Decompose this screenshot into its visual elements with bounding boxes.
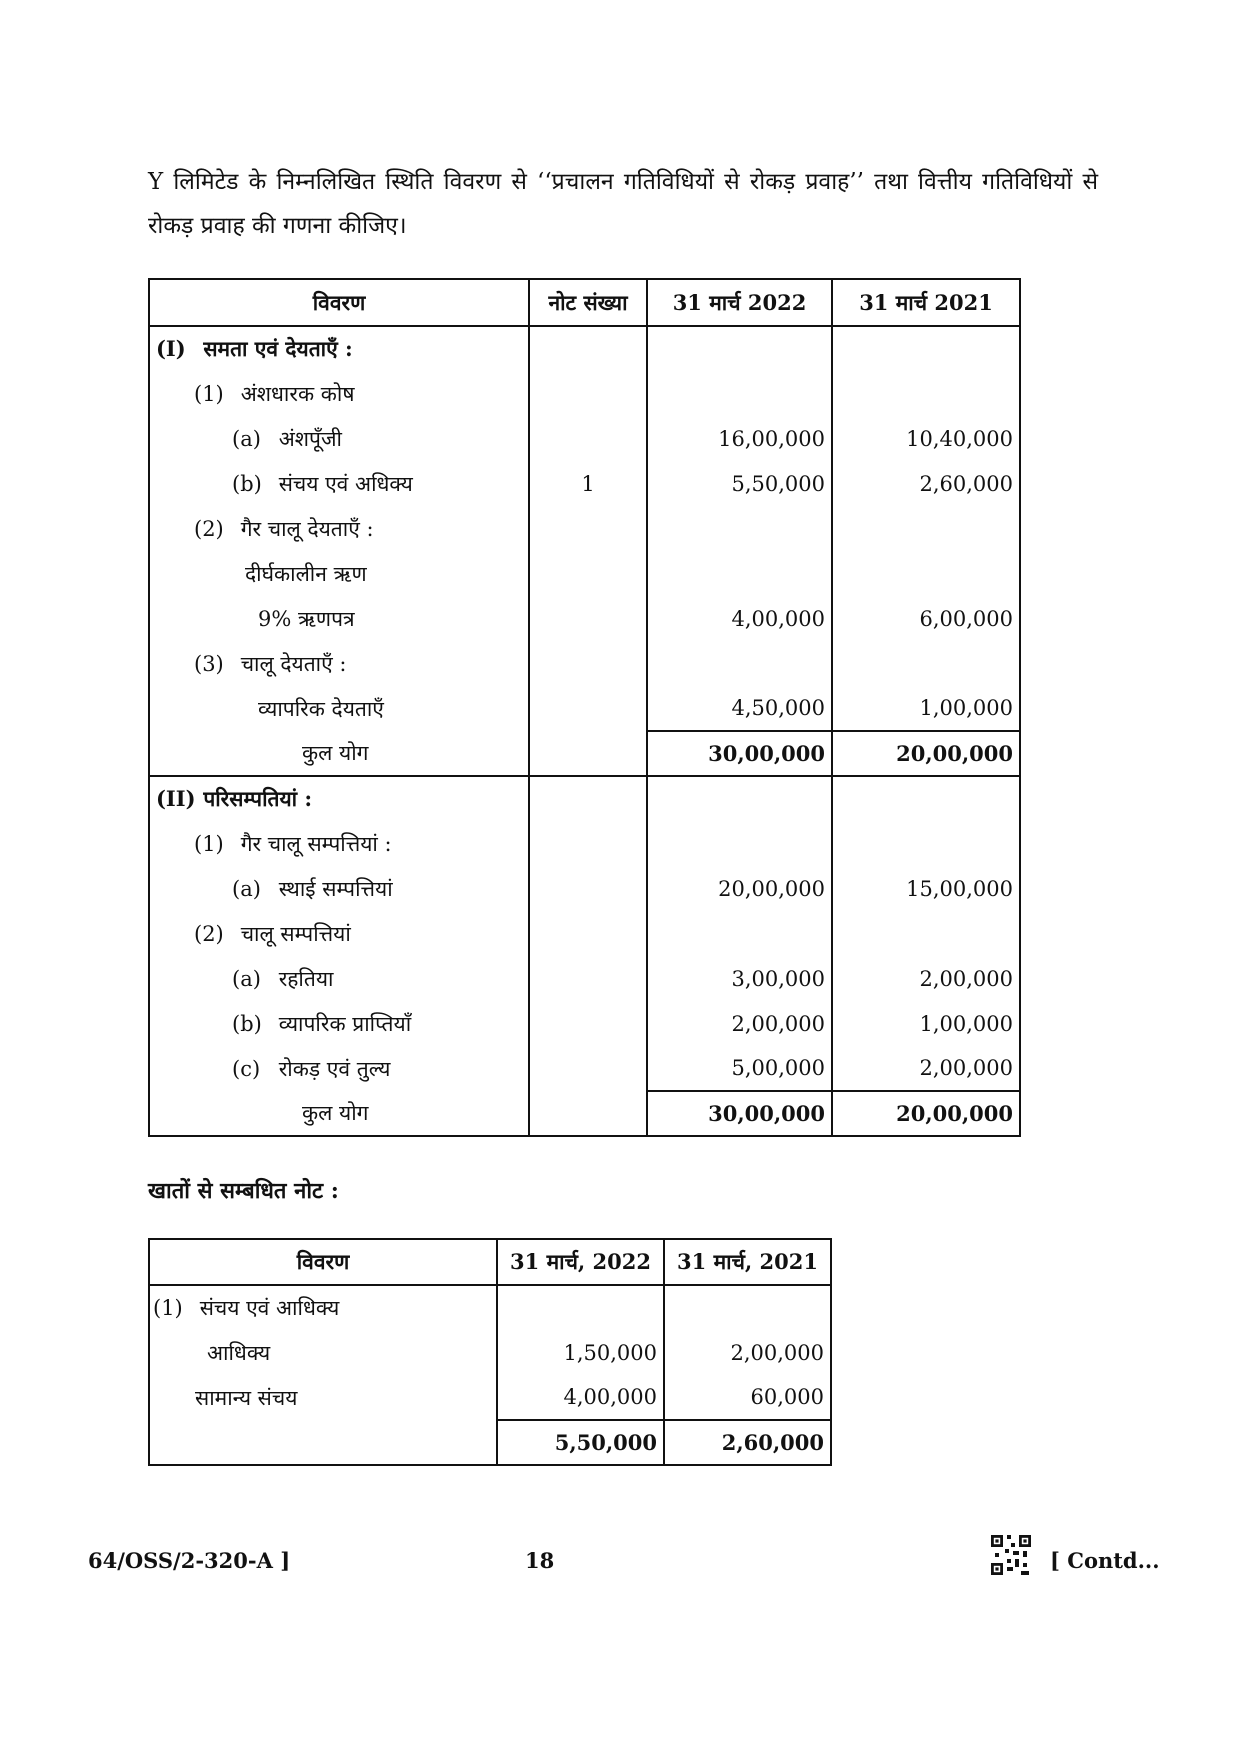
value-2022: 16,00,000 [647, 416, 832, 461]
row-label: (c) [232, 1056, 261, 1081]
table-header-row [149, 1239, 831, 1285]
table-row [149, 1330, 831, 1375]
row-text: संचय एवं आधिक्य [199, 1296, 340, 1320]
row-text: परिसम्पतियां : [203, 786, 313, 811]
table-row [149, 371, 1020, 416]
value-2022: 1,50,000 [497, 1330, 664, 1375]
row-text: चालू देयताएँ : [240, 651, 347, 676]
row-label: (a) [232, 876, 261, 901]
row-text: व्यापरिक प्राप्तियाँ [278, 1011, 412, 1036]
header-note-no: नोट संख्या [529, 279, 647, 326]
value-2021: 2,00,000 [664, 1330, 831, 1375]
table-row [149, 866, 1020, 911]
row-label: (I) [156, 336, 186, 361]
note-number: 1 [529, 461, 647, 506]
question-text: Y लिमिटेड के निम्नलिखित स्थिति विवरण से ‘‘प्रचालन गतिविधियों से रोकड़ प्रवाह’’ तथा वित्तीय गतिविधियों से रोकड़ प्रवाह की गणना कीजिए। [148, 169, 1098, 239]
notes-heading: खातों से सम्बधित नोट : [148, 1178, 339, 1204]
row-text: चालू सम्पत्तियां [240, 921, 351, 946]
row-text: संचय एवं अधिक्य [278, 471, 413, 496]
header-2022: 31 मार्च 2022 [647, 279, 832, 326]
total-2022: 5,50,000 [497, 1420, 664, 1465]
table-row [149, 1001, 1020, 1046]
value-2022: 3,00,000 [647, 956, 832, 1001]
row-label: (2) [194, 516, 224, 541]
paper-code: 64/OSS/2-320-A ] [88, 1548, 291, 1573]
row-text: रोकड़ एवं तुल्य [278, 1056, 391, 1081]
table-row [149, 911, 1020, 956]
value-2022: 20,00,000 [647, 866, 832, 911]
value-2021: 6,00,000 [832, 596, 1020, 641]
value-2021: 2,00,000 [832, 956, 1020, 1001]
row-text: गैर चालू देयताएँ : [240, 516, 374, 541]
balance-sheet-table [148, 278, 1021, 1137]
qr-code-icon [991, 1535, 1031, 1575]
total-row [149, 1420, 831, 1465]
header-particulars: विवरण [149, 279, 529, 326]
row-label: (1) [194, 381, 224, 406]
table-row [149, 821, 1020, 866]
row-text: व्यापरिक देयताएँ [258, 696, 384, 721]
total-row [149, 731, 1020, 776]
row-text: दीर्घकालीन ऋण [245, 561, 367, 586]
value-2021: 10,40,000 [832, 416, 1020, 461]
table-row [149, 461, 1020, 506]
row-text: अंशपूँजी [278, 426, 342, 451]
row-label: (3) [194, 651, 224, 676]
row-text: 9% ऋणपत्र [258, 606, 355, 631]
total-2022: 30,00,000 [647, 731, 832, 776]
row-text: समता एवं देयताएँ : [203, 336, 353, 361]
row-text: रहतिया [278, 966, 334, 991]
table-row [149, 416, 1020, 461]
row-label: (b) [232, 1011, 262, 1036]
table-row [149, 1285, 831, 1330]
table-row [149, 326, 1020, 371]
value-2022: 5,50,000 [647, 461, 832, 506]
value-2022: 5,00,000 [647, 1046, 832, 1091]
total-2021: 20,00,000 [832, 1091, 1020, 1136]
row-label: (a) [232, 966, 261, 991]
total-2021: 20,00,000 [832, 731, 1020, 776]
row-label: (1) [194, 831, 224, 856]
table-row [149, 1046, 1020, 1091]
table-row [149, 641, 1020, 686]
table-row [149, 1375, 831, 1420]
total-2022: 30,00,000 [647, 1091, 832, 1136]
value-2022: 2,00,000 [647, 1001, 832, 1046]
value-2022: 4,00,000 [497, 1375, 664, 1420]
row-text: स्थाई सम्पत्तियां [278, 876, 393, 901]
value-2022: 4,50,000 [647, 686, 832, 731]
row-label: (1) [153, 1296, 183, 1320]
header-2021: 31 मार्च, 2021 [664, 1239, 831, 1285]
row-text: आधिक्य [207, 1340, 271, 1365]
row-label: (2) [194, 921, 224, 946]
row-text: कुल योग [302, 741, 369, 765]
total-2021: 2,60,000 [664, 1420, 831, 1465]
table-row [149, 686, 1020, 731]
total-row [149, 1091, 1020, 1136]
row-text: अंशधारक कोष [240, 381, 355, 406]
row-text: कुल योग [302, 1101, 369, 1125]
row-text: सामान्य संचय [195, 1385, 298, 1410]
continued-label: [ Contd... [1050, 1548, 1160, 1573]
row-label: (a) [232, 426, 261, 451]
value-2021: 2,60,000 [832, 461, 1020, 506]
value-2021: 15,00,000 [832, 866, 1020, 911]
row-label: (b) [232, 471, 262, 496]
notes-table [148, 1238, 832, 1466]
value-2021: 2,00,000 [832, 1046, 1020, 1091]
header-2021: 31 मार्च 2021 [832, 279, 1020, 326]
table-row [149, 596, 1020, 641]
table-row [149, 551, 1020, 596]
value-2021: 1,00,000 [832, 1001, 1020, 1046]
table-header-row [149, 279, 1020, 326]
row-text: गैर चालू सम्पत्तियां : [240, 831, 392, 856]
value-2021: 1,00,000 [832, 686, 1020, 731]
row-label: (II) [156, 786, 196, 811]
header-particulars: विवरण [149, 1239, 497, 1285]
table-row [149, 776, 1020, 821]
header-2022: 31 मार्च, 2022 [497, 1239, 664, 1285]
table-row [149, 956, 1020, 1001]
page-number: 18 [525, 1548, 555, 1573]
value-2022: 4,00,000 [647, 596, 832, 641]
table-row [149, 506, 1020, 551]
value-2021: 60,000 [664, 1375, 831, 1420]
